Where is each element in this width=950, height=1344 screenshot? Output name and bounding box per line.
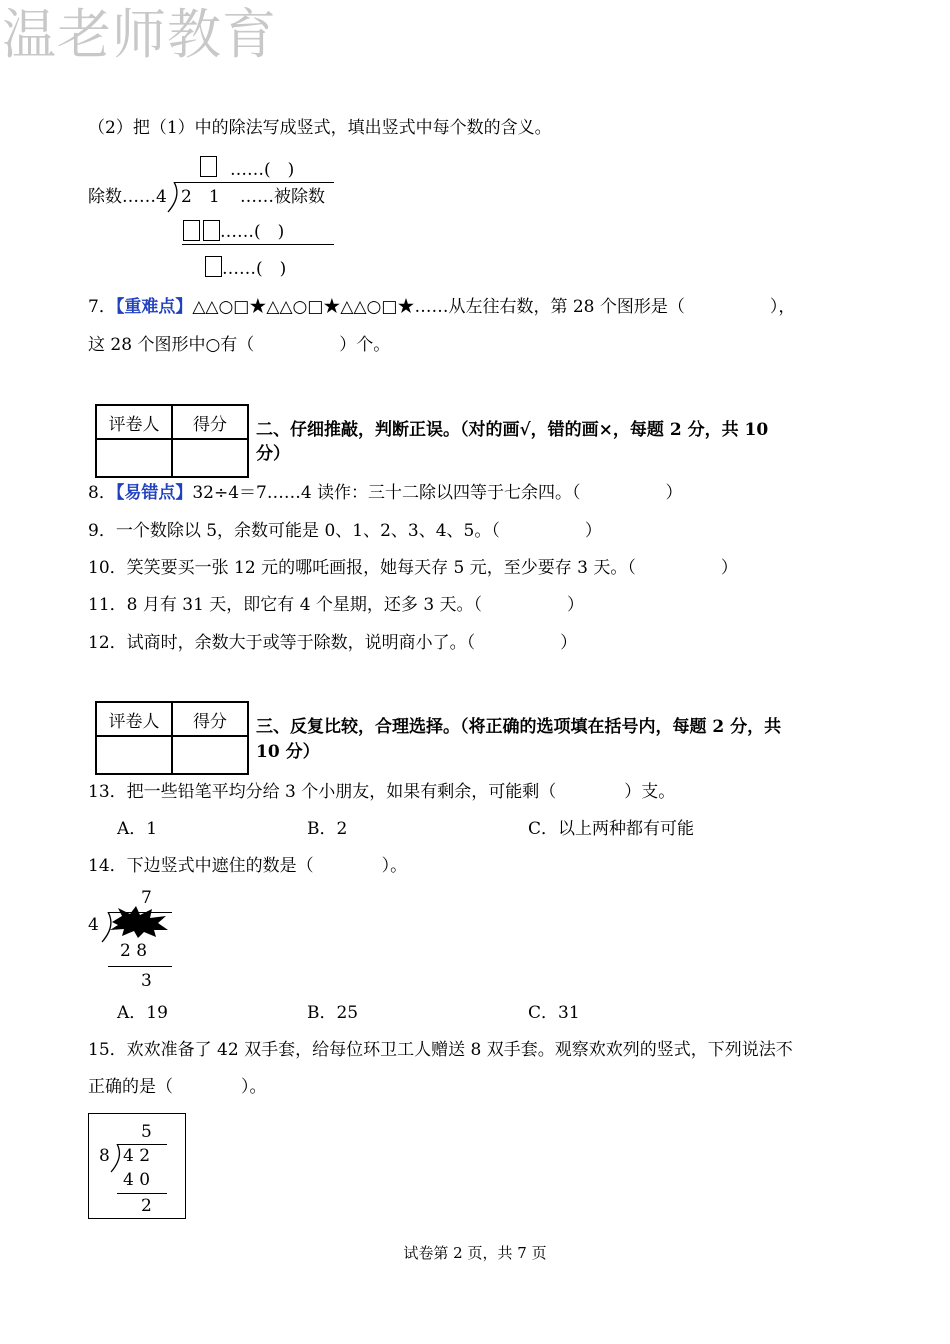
question-8 — [88, 485, 683, 502]
question-13: 13．把一些铅笔平均分给 3 个小朋友，如果有剩余，可能剩（ ）支。 — [88, 782, 676, 802]
question-15-line-1: 15．欢欢准备了 42 双手套，给每位环卫工人赠送 8 双手套。观察欢欢列的竖式，下列说法不 — [88, 1040, 793, 1060]
dividend-note: ……被除数 — [240, 187, 325, 207]
grader-header: 评卷人 — [96, 405, 172, 439]
remainder: 2 — [141, 1196, 152, 1216]
watermark: 温老师教育 — [2, 3, 277, 66]
remainder-note: ……( ) — [222, 259, 287, 279]
long-division-diagram-q15 — [88, 1113, 186, 1219]
section-2-title-cont: 分） — [256, 444, 290, 464]
question-10: 10．笑笑要买一张 12 元的哪吒画报，她每天存 5 元，至少要存 3 天。（ ） — [88, 558, 738, 578]
score-header: 得分 — [172, 405, 248, 439]
question-number: 7． — [88, 297, 116, 317]
remainder: 3 — [141, 971, 152, 991]
product: 4 0 — [123, 1170, 151, 1190]
option-c[interactable]: C．31 — [528, 1003, 580, 1023]
section-3-title-cont: 10 分） — [256, 742, 320, 762]
question-text: △△○□★△△○□★△△○□★……从左往右数，第 28 个图形是（ ）， — [192, 297, 796, 317]
subtraction-line — [108, 966, 172, 967]
question-12: 12．试商时，余数大于或等于除数，说明商小了。（ ） — [88, 633, 578, 653]
question-7-line-1 — [88, 299, 795, 316]
question-7-line-2: 这 28 个图形中○有（ ）个。 — [88, 335, 391, 355]
question-15-line-2: 正确的是（ ）。 — [88, 1077, 267, 1097]
score-cell[interactable] — [172, 439, 248, 477]
answer-box-remainder[interactable] — [205, 256, 222, 277]
section-3-title: 三、反复比较，合理选择。（将正确的选项填在括号内，每题 2 分，共 — [256, 717, 782, 737]
option-b[interactable]: B．25 — [307, 1003, 359, 1023]
answer-box-product-ones[interactable] — [203, 220, 220, 241]
option-c[interactable]: C．以上两种都有可能 — [528, 819, 695, 839]
score-header: 得分 — [172, 702, 248, 736]
question-14: 14．下边竖式中遮住的数是（ ）。 — [88, 856, 408, 876]
quotient: 7 — [141, 888, 152, 908]
product: 2 8 — [120, 941, 148, 961]
division-bar — [117, 1144, 167, 1145]
divisor-label: 除数……4 — [88, 187, 167, 207]
ink-splat-icon — [108, 906, 170, 938]
question-11: 11．8 月有 31 天，即它有 4 个星期，还多 3 天。（ ） — [88, 595, 585, 615]
subtraction-line — [117, 1193, 167, 1194]
grader-header: 评卷人 — [96, 702, 172, 736]
difficulty-tag: 【重难点】 — [115, 297, 193, 317]
question-number: 8． — [88, 483, 116, 503]
option-b[interactable]: B．2 — [307, 819, 348, 839]
option-a[interactable]: A．19 — [117, 1003, 168, 1023]
quotient-note: ……( ) — [230, 160, 295, 180]
option-a[interactable]: A．1 — [117, 819, 158, 839]
quotient: 5 — [141, 1122, 152, 1142]
score-table-section-3 — [95, 701, 249, 775]
error-prone-tag: 【易错点】 — [115, 483, 193, 503]
page-footer: 试卷第 2 页，共 7 页 — [403, 1244, 547, 1262]
question-9: 9．一个数除以 5，余数可能是 0、1、2、3、4、5。（ ） — [88, 521, 602, 541]
grader-cell[interactable] — [96, 736, 172, 774]
grader-cell[interactable] — [96, 439, 172, 477]
answer-box-quotient[interactable] — [200, 156, 217, 177]
section-2-title: 二、仔细推敲，判断正误。（对的画√，错的画×，每题 2 分，共 10 — [256, 420, 769, 440]
score-cell[interactable] — [172, 736, 248, 774]
answer-box-product-tens[interactable] — [183, 220, 200, 241]
divisor: 4 — [88, 915, 99, 935]
dividend: 4 2 — [123, 1146, 151, 1166]
subtraction-line — [182, 244, 334, 245]
division-bar — [174, 182, 334, 183]
divisor: 8 — [99, 1146, 110, 1166]
dividend-digits: 2 1 — [181, 187, 220, 207]
question-6-part-2: （2）把（1）中的除法写成竖式，填出竖式中每个数的含义。 — [88, 118, 552, 138]
score-table-section-2 — [95, 404, 249, 478]
product-note: ……( ) — [220, 222, 285, 242]
question-text: 32÷4＝7……4 读作：三十二除以四等于七余四。（ ） — [192, 483, 683, 503]
